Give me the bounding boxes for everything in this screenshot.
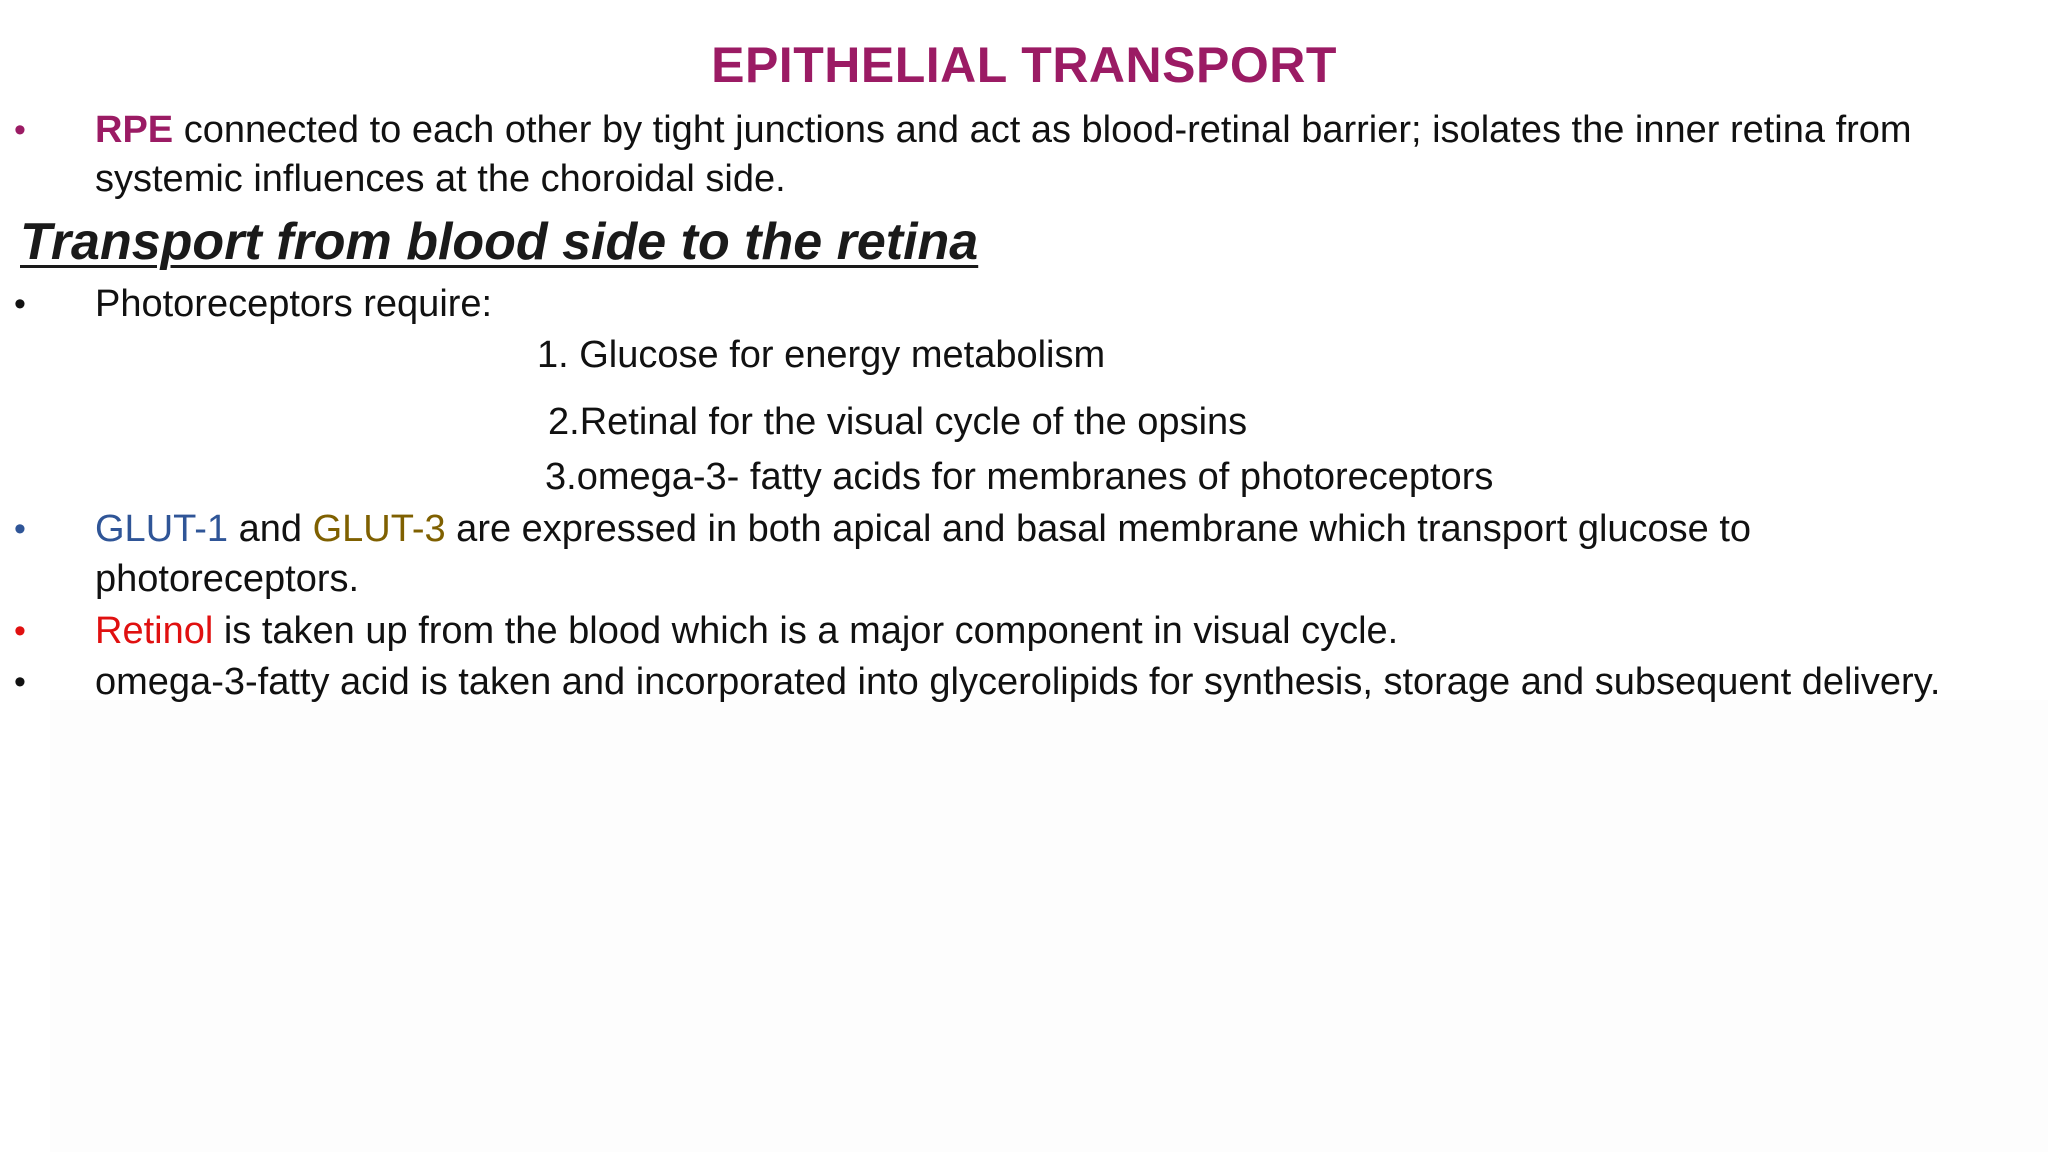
- slide-title: EPITHELIAL TRANSPORT: [711, 37, 1337, 93]
- bullet-icon: •: [14, 510, 26, 548]
- retinol-text: is taken up from the blood which is a major component in visual cycle.: [213, 610, 1399, 652]
- glut-bullet-line-2: photoreceptors.: [95, 558, 360, 600]
- omega-bullet-line: omega-3-fatty acid is taken and incorporated into glycerolipids for synthesis, storage and subsequent delivery.: [95, 661, 1941, 703]
- bullet-icon: •: [14, 111, 26, 149]
- glut-bullet-line-1: [95, 507, 1751, 551]
- retinol-term: Retinol: [95, 610, 214, 652]
- rpe-text-1: connected to each other by tight junctions and act as blood-retinal barrier; isolates the inner retina from: [173, 109, 1912, 151]
- rpe-bullet-line-1: [95, 108, 1912, 152]
- section-heading: Transport from blood side to the retina: [20, 213, 979, 271]
- bullet-icon: •: [14, 285, 26, 323]
- photoreceptors-intro: Photoreceptors require:: [95, 283, 493, 325]
- glut1-term: GLUT-1: [95, 508, 229, 550]
- glut3-term: GLUT-3: [312, 508, 446, 550]
- rpe-term: RPE: [95, 109, 174, 151]
- slide-background-panel: [50, 700, 2048, 1152]
- list-item: 1. Glucose for energy metabolism: [537, 334, 1106, 376]
- glut-and: and: [228, 508, 313, 550]
- bullet-icon: •: [14, 663, 26, 701]
- list-item: 2.Retinal for the visual cycle of the opsins: [548, 401, 1248, 443]
- bullet-icon: •: [14, 612, 26, 650]
- retinol-bullet-line: [95, 609, 1398, 653]
- rpe-bullet-line-2: systemic influences at the choroidal side.: [95, 158, 786, 200]
- list-item: 3.omega-3- fatty acids for membranes of photoreceptors: [545, 456, 1494, 498]
- glut-text-1: are expressed in both apical and basal membrane which transport glucose to: [445, 508, 1752, 550]
